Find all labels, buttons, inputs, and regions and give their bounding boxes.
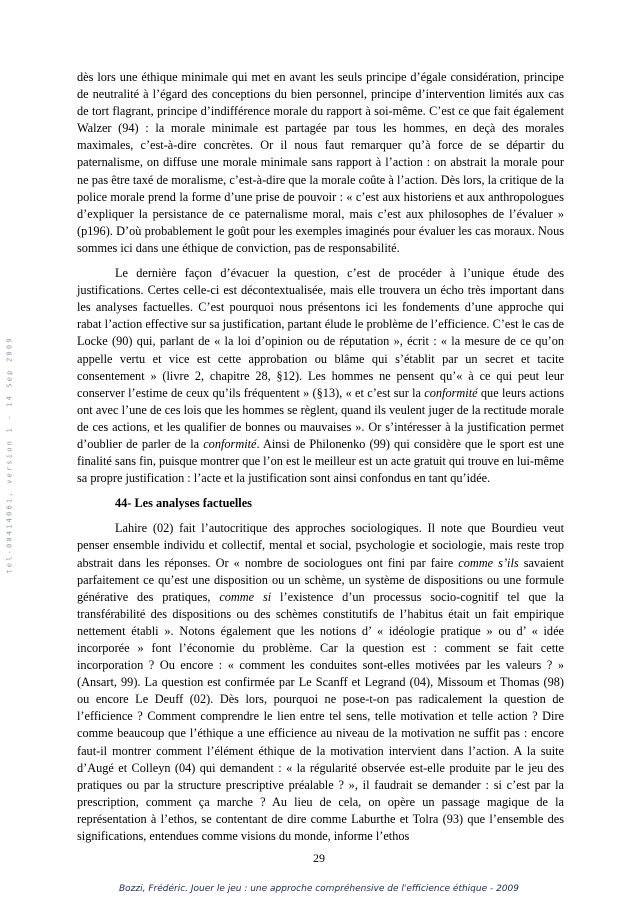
paragraph-2 [77,265,564,487]
paragraph-2-text-a: Le dernière façon d’évacuer la question, c’est de procéder à l’unique étude des justifications. Certes celle-ci est décontextualisée, mais elle trouvera un écho très important dans les analyses factuelles. C’est pourquoi nous présentons ici les fondements d’une approche qui rabat l’action effective sur sa justification, partant élude le problème de l’efficience. C’est le cas de Locke (90) qui, parlant de « la loi d’opinion ou de réputation », écrit : « la mesure de ce qu’on appelle vertu et vice est cette approbation ou blâme qui s’établit par un secret et tacite consentement » (livre 2, chapitre 28, §12). Les hommes ne pensent qu’« à ce qui peut leur conserver l’estime de ceux qu’ils fréquentent » (§13), « et c’est sur la [77,266,564,400]
page-number: 29 [313,851,325,865]
section-heading: 44- Les analyses factuelles [115,496,252,511]
document-body [77,69,564,845]
paragraph-3-text-c: l’existence d’un processus socio-cognitif tel que la transférabilité des dispositions ou des schèmes constitutifs de l’habitus était un fait empirique nettement établi ». Notons également que les notions d’ « idéologie pratique » ou d’ « idée incorporée » font l’économie du problème. Car la question est : comment se fait cette incorporation ? Ou encore : « comment les conduites sont-elles motivées par les valeurs ? » (Ansart, 99). La question est confirmée par Le Scanff et Legrand (04), Missoum et Thomas (98) ou encore Le Deuff (02). Dès lors, pourquoi ne pose-t-on pas radicalement la question de l’efficience ? Comment comprendre le lien entre tel sens, telle motivation et telle action ? Dire comme beaucoup que l’éthique a une efficience au niveau de la motivation ne suffit pas : encore faut-il montrer comment l’élément éthique de la motivation intervient dans l’action. A la suite d’Augé et Colleyn (04) qui demandent : « la régularité observée est-elle produite par le jeu des pratiques ou par la structure prescriptive préalable ? », il faudrait se demander : si c’est par la prescription, comment ça marche ? Au lieu de cela, on opère un passage magique de la représentation à l’ethos, se contentant de dire comme Laburthe et Tolra (93) que l’ensemble des significations, entendues comme visions du monde, informe l’ethos [77,589,565,844]
archive-id-watermark [4,325,16,585]
paragraph-2-text-b: que leurs actions ont avec l’une de ces lois que les hommes se règlent, quand ils veulent juger de la rectitude morale de ces actions, et les qualifier de bonnes ou mauvaises ». Or s’intéresser à la justification permet d’oublier de parler de la [77,385,565,451]
paragraph-1: dès lors une éthique minimale qui met en avant les seuls principe d’égale considération, principe de neutralité à l’égard des conceptions du bien personnel, principe d’intervention limités aux cas de tort flagrant, principe d’indifférence morale du rapport à soi-même. C’est ce que fait également Walzer (94) : la morale minimale est partagée par tous les hommes, en deçà des morales maximales, c’est-à-dire concrètes. Or il nous faut remarquer qu’à force de se départir du paternalisme, on diffuse une morale minimale sans rapport à l’action : on abstrait la morale pour ne pas être taxé de moralisme, c’est-à-dire que la morale coûte à l’action. Dès lors, la critique de la police morale prend la forme d’une prise de pouvoir : « c’est aux historiens et aux anthropologues d’expliquer la persistance de ce paternalisme moral, mais c’est aux philosophes de l’évaluer » (p196). D’où probablement le goût pour les exemples imaginés pour évaluer les cas moraux. Nous sommes ici dans une éthique de conviction, pas de responsabilité. [77,70,564,255]
paragraph-3-emphasis-1: comme s’ils [458,555,519,570]
paragraph-2-emphasis-1: conformité [424,385,478,400]
archive-id-text: tel-00414061, version 1 - 14 Sep 2009 [6,336,14,574]
footer-citation: Bozzi, Frédéric. Jouer le jeu : une approche compréhensive de l'efficience éthique - 2009 [118,884,520,894]
paragraph-2-emphasis-2: conformité [203,436,257,451]
paragraph-2-text-c: . Ainsi de Philonenko (99) qui considère que le sport est une finalité sans fin, puisque montrer que l’on est le meilleur est un acte gratuit qui trouve en lui-même sa propre justification : l’acte et la justification sont ainsi confondus en tant qu’idée. [77,436,564,486]
paragraph-3-emphasis-2: comme si [219,589,272,604]
paragraph-3-text-a: Lahire (02) fait l’autocritique des approches sociologiques. Il note que Bourdieu veut penser ensemble individu et collectif, mental et social, psychologie et sociologie, mais reste trop abstrait dans les réponses. Or « nombre de sociologues ont fini par faire [77,521,564,570]
paragraph-3 [77,520,564,845]
paragraph-3-text-b: savaient parfaitement ce qu’est une disposition ou un schème, un système de dispositions ou une formule générative des pratiques, [77,555,564,604]
